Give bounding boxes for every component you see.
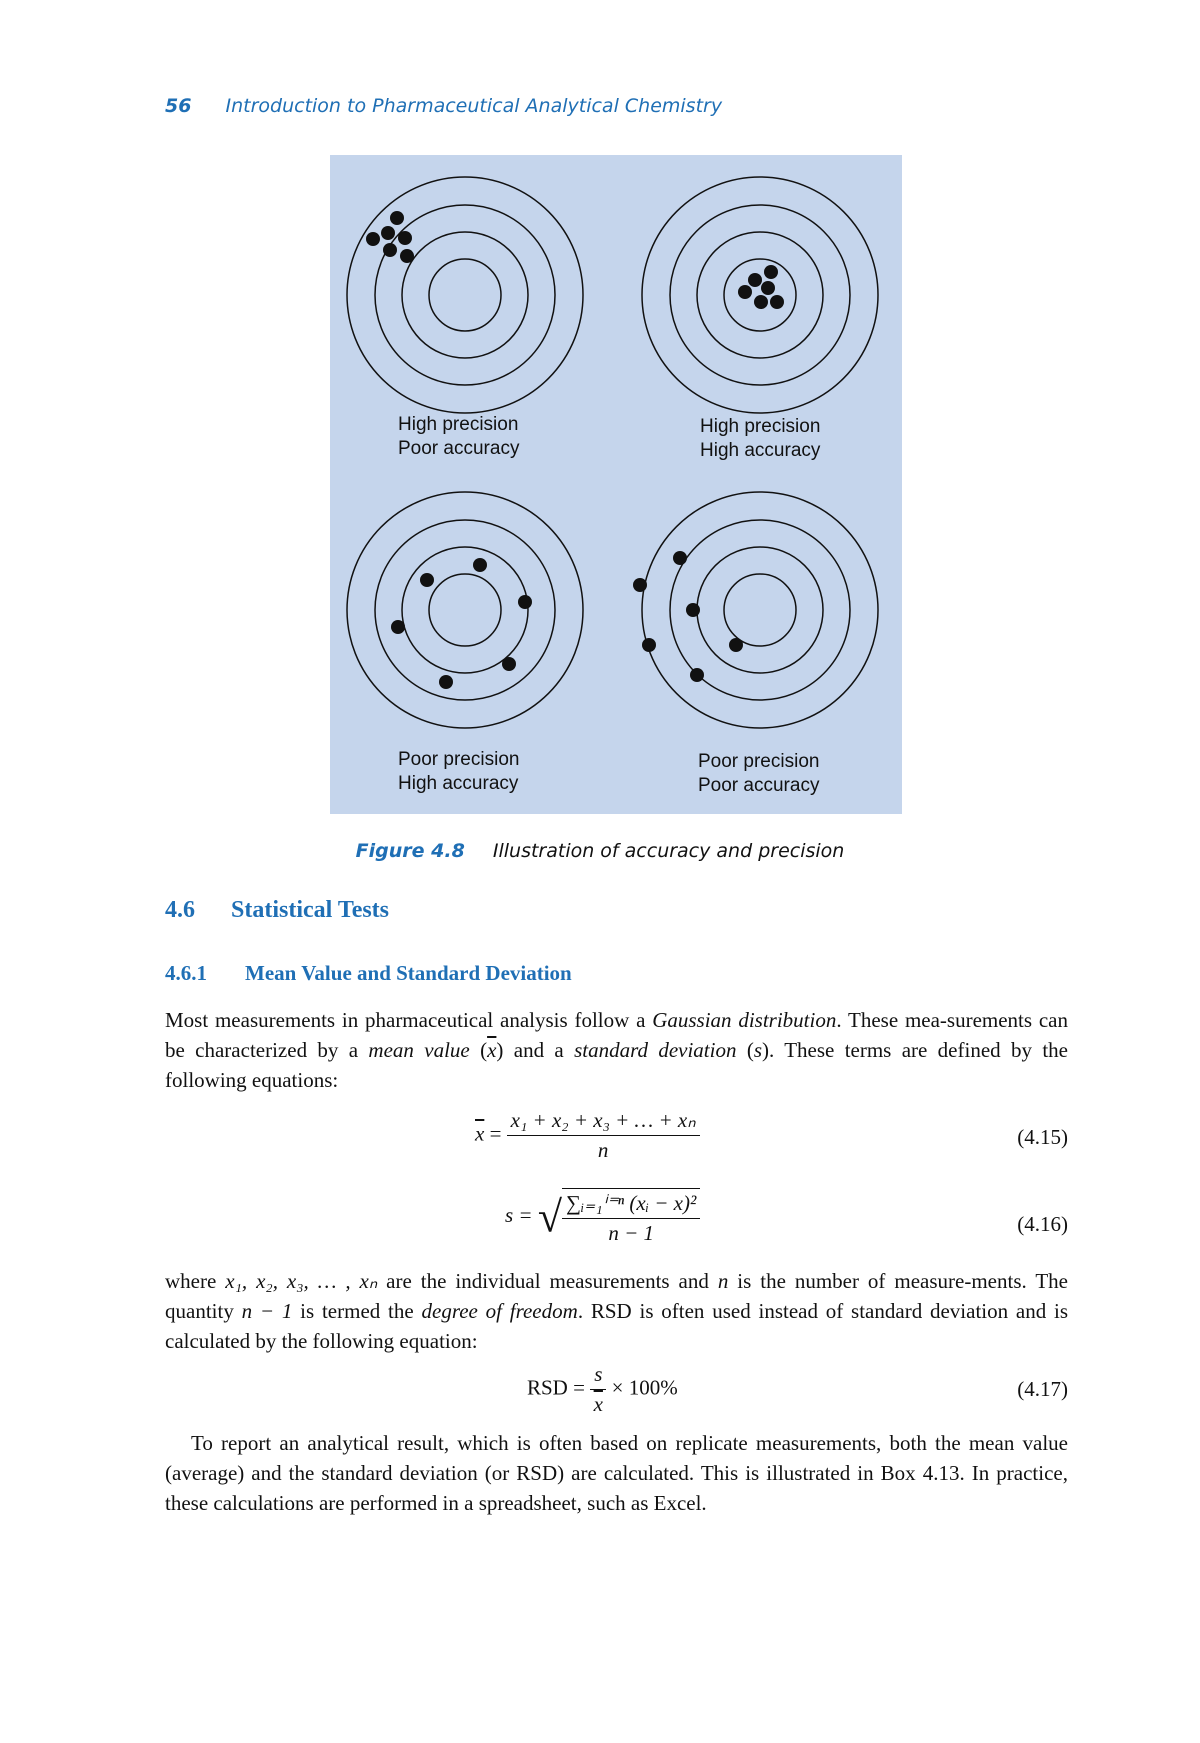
equation-number-4-17: (4.17): [1017, 1377, 1068, 1401]
page-number: 56: [165, 95, 192, 117]
shots-panel-3: [391, 558, 532, 689]
panel-1-label: High precision Poor accuracy: [398, 414, 520, 459]
figure-label: Figure 4.8: [355, 840, 465, 862]
running-header: [165, 95, 722, 117]
equation-number-4-16: (4.16): [1017, 1212, 1068, 1236]
paragraph-report: To report an analytical result, which is often based on replicate measurements, both the mean value (average) and the standard deviation (or RSD) are calculated. This is illustrated in Box 4.13. In practice, these calculations are performed in a spreadsheet, such as Excel.: [165, 1431, 1068, 1515]
equation-4-16: s = √ $\frac{\text{∑ᵢ₌₁ⁱ⁼ⁿ (xᵢ − x)²}}{n - 1}$: [505, 1188, 700, 1246]
equation-4-17: RSD = $\frac{s}{x}$ × 100%: [527, 1362, 678, 1416]
target-diagrams: [330, 155, 902, 814]
shots-panel-1: [366, 211, 414, 263]
target-poor-precision-poor-accuracy: [642, 492, 878, 728]
equation-4-15: $\overline{x}$ = $\frac{\text{x₁ + x₂ + x₃ + … + xₙ}}{n}$: [475, 1108, 700, 1163]
target-high-precision-high-accuracy: [642, 177, 878, 413]
figure-caption: [0, 840, 1200, 862]
equation-number-4-15: (4.15): [1017, 1125, 1068, 1149]
paragraph-where: where x₁, x₂, x₃, … , xₙ are the individual measurements and n is the number of measure-ments. The quantity n − 1 is termed the degree of freedom. RSD is often used instead of standard deviation and is calculated by the following equation:: [165, 1269, 1069, 1353]
target-high-precision-poor-accuracy: [347, 177, 583, 413]
book-title: Introduction to Pharmaceutical Analytical Chemistry: [225, 95, 723, 117]
panel-3-label: Poor precision High accuracy: [398, 749, 520, 794]
shots-panel-2: [738, 265, 784, 309]
subsection-heading: 4.6.1 Mean Value and Standard Deviation: [165, 961, 572, 985]
section-heading: 4.6 Statistical Tests: [165, 897, 390, 923]
figure-caption-text: Illustration of accuracy and precision: [492, 840, 845, 862]
panel-4-label: Poor precision Poor accuracy: [698, 751, 820, 796]
accuracy-precision-figure: [330, 155, 902, 814]
paragraph-gaussian: Most measurements in pharmaceutical analysis follow a Gaussian distribution. These mea-surements can be characterized by a mean value $(\overline{x})$ and a standard deviation (s). These terms are defined by the following equations:: [165, 1008, 1068, 1092]
panel-2-label: High precision High accuracy: [700, 416, 821, 461]
target-poor-precision-high-accuracy: [347, 492, 583, 728]
